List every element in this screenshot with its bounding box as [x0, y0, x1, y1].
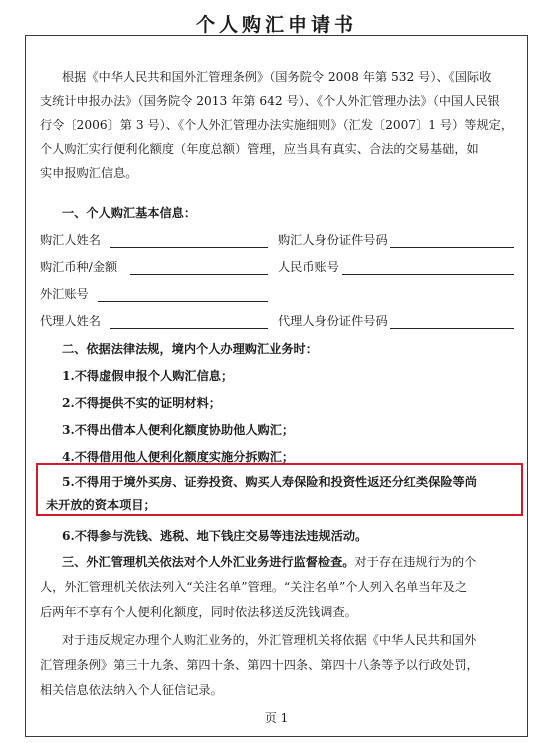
- intro-line-1: 根据《中华人民共和国外汇管理条例》（国务院令 2008 年第 532 号）、《国际收: [62, 70, 492, 84]
- rmb-account-field[interactable]: [342, 274, 514, 275]
- rule-item-3: 3.不得出借本人便利化额度协助他人购汇；: [62, 423, 295, 437]
- field-row-buyer: [40, 231, 520, 251]
- field-row-fx: [40, 285, 520, 305]
- section3-para2-line-1: 对于违反规定办理个人购汇业务的，外汇管理机关将依据《中华人民共和国外: [62, 633, 477, 647]
- section3-text-first: 对于存在违规行为的个: [354, 555, 477, 569]
- agent-id-label: 代理人身份证件号码: [278, 314, 388, 328]
- buyer-name-field[interactable]: [110, 247, 268, 248]
- rule-item-5-line-1: 5.不得用于境外买房、证券投资、购买人寿保险和投资性返还分红类保险等尚: [62, 475, 477, 489]
- agent-name-label: 代理人姓名: [40, 314, 101, 328]
- section2-heading: 二、依据法律法规，境内个人办理购汇业务时：: [62, 342, 318, 356]
- rule-item-5-line-2: 未开放的资本项目；: [46, 498, 156, 512]
- rmb-account-label: 人民币账号: [278, 260, 339, 274]
- fx-account-field[interactable]: [98, 301, 268, 302]
- rule-item-4: 4.不得借用他人便利化额度实施分拆购汇；: [62, 450, 295, 464]
- section1-heading: 一、个人购汇基本信息：: [62, 206, 197, 220]
- intro-line-2: 支统计申报办法》（国务院令 2013 年第 642 号）、《个人外汇管理办法》（中国人民银: [40, 94, 500, 108]
- currency-amount-field[interactable]: [130, 274, 268, 275]
- page-number: 页 1: [264, 711, 289, 725]
- field-row-agent: [40, 312, 520, 332]
- section3-first-line: [62, 553, 476, 570]
- section3-line-2: 人，外汇管理机关依法列入“关注名单”管理。“关注名单”个人列入名单当年及之: [40, 580, 468, 594]
- field-row-currency: [40, 258, 520, 278]
- buyer-id-label: 购汇人身份证件号码: [278, 233, 388, 247]
- page-title: 个人购汇申请书: [195, 14, 357, 36]
- rule-item-2: 2.不得提供不实的证明材料；: [62, 396, 221, 410]
- agent-id-field[interactable]: [390, 328, 514, 329]
- section3-para2-line-3: 相关信息依法纳入个人征信记录。: [40, 683, 223, 697]
- intro-line-4: 个人购汇实行便利化额度（年度总额）管理，应当具有真实、合法的交易基础，如: [40, 142, 479, 156]
- intro-line-5: 实申报购汇信息。: [40, 166, 138, 180]
- fx-account-label: 外汇账号: [40, 287, 89, 301]
- section3-line-3: 后两年不享有个人便利化额度，同时依法移送反洗钱调查。: [40, 605, 357, 619]
- rule-item-6: 6.不得参与洗钱、逃税、地下钱庄交易等违法违规活动。: [62, 529, 368, 543]
- section3-para2-line-2: 汇管理条例》第三十九条、第四十条、第四十四条、第四十八条等予以行政处罚，: [40, 658, 479, 672]
- section3-heading: 三、外汇管理机关依法对个人外汇业务进行监督检查。: [62, 555, 355, 569]
- buyer-name-label: 购汇人姓名: [40, 233, 101, 247]
- agent-name-field[interactable]: [110, 328, 268, 329]
- buyer-id-field[interactable]: [390, 247, 514, 248]
- rule-item-1: 1.不得虚假申报个人购汇信息；: [62, 369, 234, 383]
- currency-amount-label: 购汇币种/金额: [40, 260, 118, 274]
- intro-line-3: 行令〔2006〕第 3 号）、《个人外汇管理办法实施细则》（汇发〔2007〕1 号）等规定，: [40, 118, 514, 132]
